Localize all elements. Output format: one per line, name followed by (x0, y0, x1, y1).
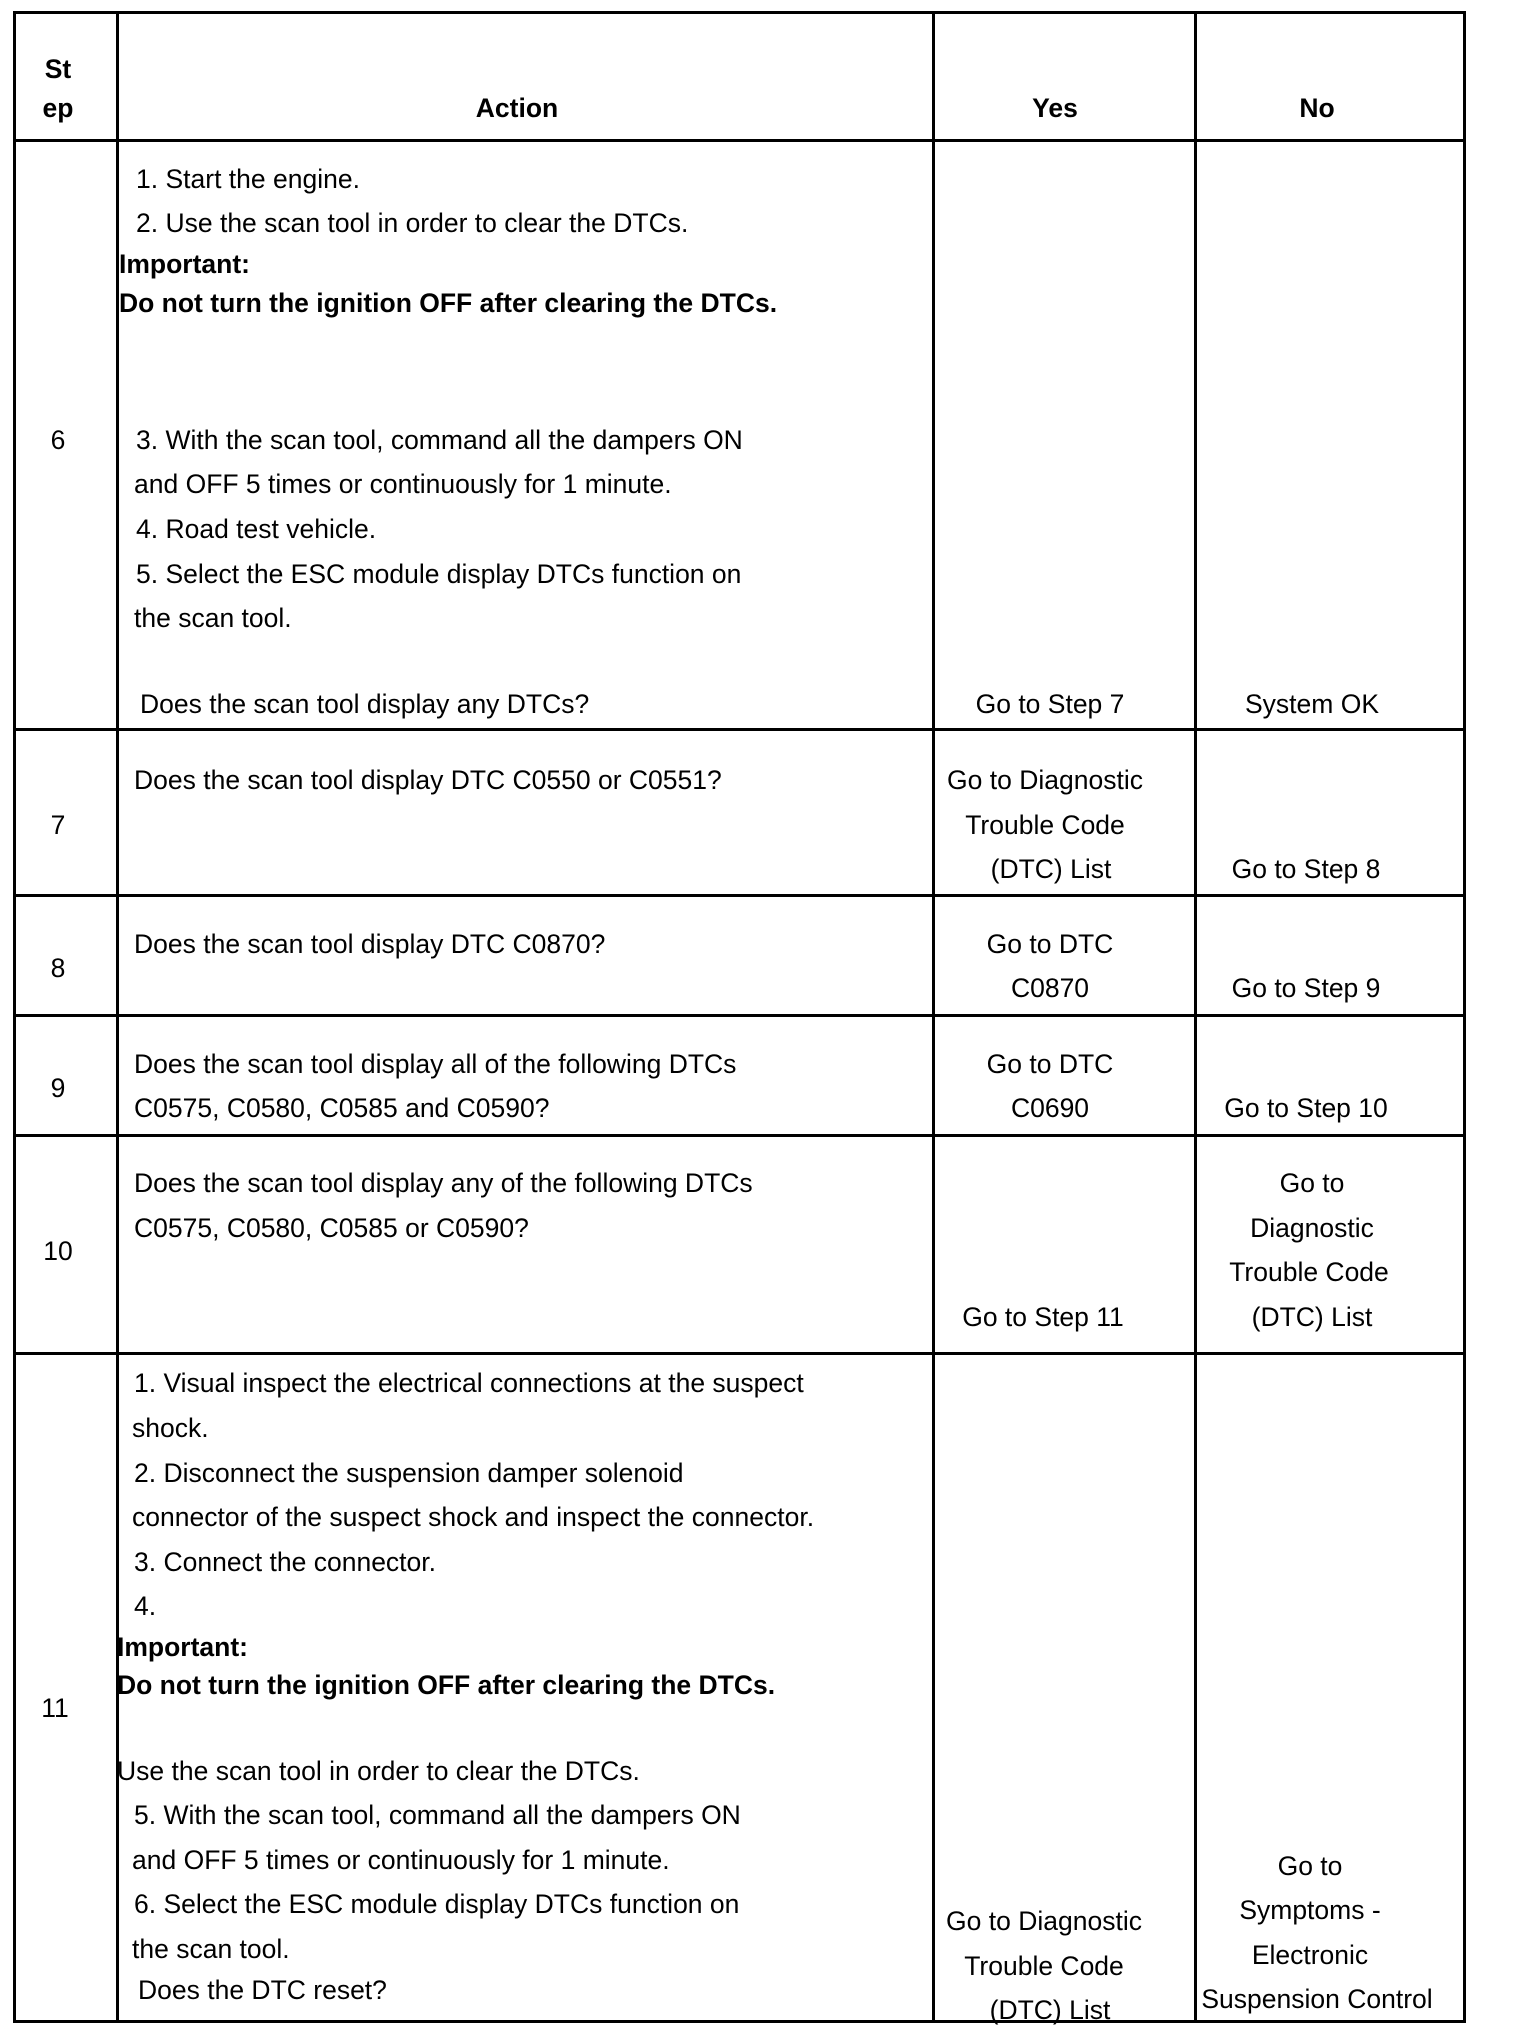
action-question: C0575, C0580, C0585 or C0590? (134, 1213, 529, 1243)
header-no: No (1299, 93, 1335, 123)
table-rule-right (1463, 11, 1466, 2023)
action-line: 5. Select the ESC module display DTCs function on (136, 559, 742, 589)
action-question: Does the scan tool display DTC C0550 or C0551? (134, 765, 722, 795)
yes-result: Go to Step 7 (975, 689, 1125, 719)
action-line: 2. Use the scan tool in order to clear the DTCs. (136, 208, 689, 238)
header-step-line1: St (44, 54, 72, 84)
action-line: and OFF 5 times or continuously for 1 minute. (132, 1845, 670, 1875)
yes-result: Go to DTC (986, 929, 1114, 959)
action-line: Use the scan tool in order to clear the DTCs. (117, 1756, 640, 1786)
yes-result: (DTC) List (989, 1995, 1111, 2025)
table-rule-header (13, 139, 1466, 142)
yes-result: (DTC) List (990, 854, 1112, 884)
important-label: Important: (119, 249, 251, 279)
diagnostic-table (13, 11, 1466, 2023)
no-result: Go to (1279, 1168, 1345, 1198)
no-result: Go to Step 9 (1231, 973, 1381, 1003)
action-line: 1. Visual inspect the electrical connections at the suspect (134, 1368, 804, 1398)
action-question: Does the scan tool display any DTCs? (140, 689, 590, 719)
step-number: 11 (41, 1693, 69, 1723)
no-result: Go to Step 10 (1224, 1093, 1388, 1123)
table-rule-row9 (13, 1134, 1466, 1137)
action-question: C0575, C0580, C0585 and C0590? (134, 1093, 550, 1123)
action-line: and OFF 5 times or continuously for 1 minute. (134, 469, 672, 499)
no-result: Diagnostic (1250, 1213, 1374, 1243)
action-line: shock. (132, 1413, 209, 1443)
action-line: 4. Road test vehicle. (136, 514, 377, 544)
table-rule-row8 (13, 1014, 1466, 1017)
important-note: Do not turn the ignition OFF after clearing the DTCs. (119, 288, 778, 318)
action-line: the scan tool. (134, 603, 292, 633)
no-result: Symptoms - (1239, 1895, 1381, 1925)
step-number: 7 (50, 810, 66, 840)
no-result: (DTC) List (1251, 1302, 1373, 1332)
action-line: 3. With the scan tool, command all the dampers ON (136, 425, 743, 455)
table-rule-top (13, 11, 1466, 14)
action-line: 3. Connect the connector. (134, 1547, 437, 1577)
action-question: Does the scan tool display any of the following DTCs (134, 1168, 753, 1198)
table-rule-left (13, 11, 16, 2023)
action-line: connector of the suspect shock and inspect the connector. (132, 1502, 815, 1532)
yes-result: Go to DTC (986, 1049, 1114, 1079)
no-result: System OK (1244, 689, 1380, 719)
action-line: 6. Select the ESC module display DTCs function on (134, 1889, 740, 1919)
yes-result: C0690 (1010, 1093, 1090, 1123)
yes-result: Go to Step 11 (962, 1302, 1124, 1332)
yes-result: Trouble Code (964, 1951, 1124, 1981)
action-line: 4. (134, 1591, 157, 1621)
table-rule-yes (1194, 11, 1197, 2023)
no-result: Trouble Code (1229, 1257, 1389, 1287)
step-number: 6 (50, 425, 66, 455)
yes-result: Trouble Code (965, 810, 1125, 840)
yes-result: Go to Diagnostic (947, 765, 1143, 795)
table-rule-action (932, 11, 935, 2023)
yes-result: Go to Diagnostic (946, 1906, 1142, 1936)
no-result: Suspension Control (1201, 1984, 1433, 2014)
action-line: 1. Start the engine. (136, 164, 360, 194)
table-rule-bottom (13, 2020, 1466, 2023)
header-yes: Yes (1032, 93, 1078, 123)
no-result: Electronic (1251, 1940, 1369, 1970)
action-line: 2. Disconnect the suspension damper solenoid (134, 1458, 684, 1488)
table-rule-row10 (13, 1352, 1466, 1355)
step-number: 10 (43, 1236, 73, 1266)
header-step-line2: ep (42, 93, 74, 123)
table-rule-row6 (13, 728, 1466, 731)
action-line: the scan tool. (132, 1934, 290, 1964)
table-rule-row7 (13, 894, 1466, 897)
action-question: Does the scan tool display DTC C0870? (134, 929, 606, 959)
action-line: 5. With the scan tool, command all the dampers ON (134, 1800, 741, 1830)
action-question: Does the scan tool display all of the following DTCs (134, 1049, 737, 1079)
important-note: Do not turn the ignition OFF after clearing the DTCs. (117, 1670, 776, 1700)
yes-result: C0870 (1010, 973, 1090, 1003)
no-result: Go to Step 8 (1231, 854, 1381, 884)
important-label: Important: (117, 1632, 249, 1662)
step-number: 9 (50, 1073, 66, 1103)
action-question: Does the DTC reset? (138, 1975, 387, 2005)
header-action: Action (475, 93, 559, 123)
step-number: 8 (50, 953, 66, 983)
no-result: Go to (1277, 1851, 1343, 1881)
